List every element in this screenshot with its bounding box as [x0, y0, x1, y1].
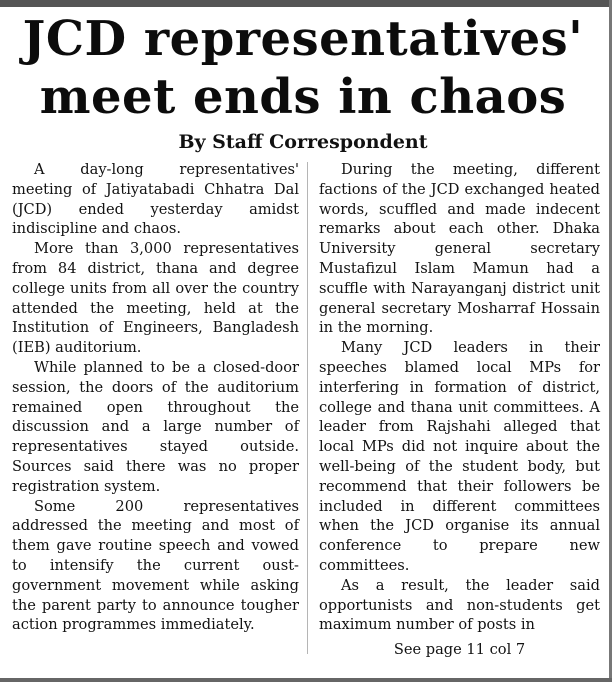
paragraph: Many JCD leaders in their speeches blamed local MPs for interfering in formation of district, college and thana unit committees. A leader from Rajshahi alleged that local MPs did not inquire about the well-being of the student body, but recommend that their followers be included in different committees when the JCD organise its annual conference to prepare new committees.: [319, 339, 600, 574]
paragraph: A day-long representatives' meeting of Jatiyatabadi Chhatra Dal (JCD) ended yesterday amidst indiscipline and chaos.: [12, 161, 299, 238]
headline-line-1: JCD representatives': [22, 11, 584, 67]
headline: [0, 10, 606, 126]
paragraph: Some 200 representatives addressed the meeting and most of them gave routine speech and vowed to intensify the current oust-government movement while asking the parent party to announce tougher action programmes immediately.: [12, 497, 299, 634]
paragraph: As a result, the leader said opportunists and non-students get maximum number of posts in: [319, 576, 600, 634]
bottom-border: [0, 678, 612, 682]
byline: By Staff Correspondent: [178, 131, 428, 153]
right-column: [319, 160, 600, 635]
column-divider: [307, 162, 308, 654]
paragraph: While planned to be a closed-door session, the doors of the auditorium remained open throughout the discussion and a large number of representatives stayed outside. Sources said there was no proper registration system.: [12, 358, 299, 495]
top-border: [0, 0, 612, 7]
continuation-note: See page 11 col 7: [393, 641, 526, 658]
paragraph: More than 3,000 representatives from 84 district, thana and degree college units from all over the country attended the meeting, held at the Institution of Engineers, Bangladesh (IEB) auditorium.: [12, 240, 299, 357]
paragraph: During the meeting, different factions of the JCD exchanged heated words, scuffled and made indecent remarks about each other. Dhaka University general secretary Mustafizul Islam Mamun had a scuffle with Narayanganj district unit general secretary Mosharraf Hossain in the morning.: [319, 161, 600, 337]
headline-line-2: meet ends in chaos: [39, 69, 567, 125]
left-column: [12, 160, 299, 635]
